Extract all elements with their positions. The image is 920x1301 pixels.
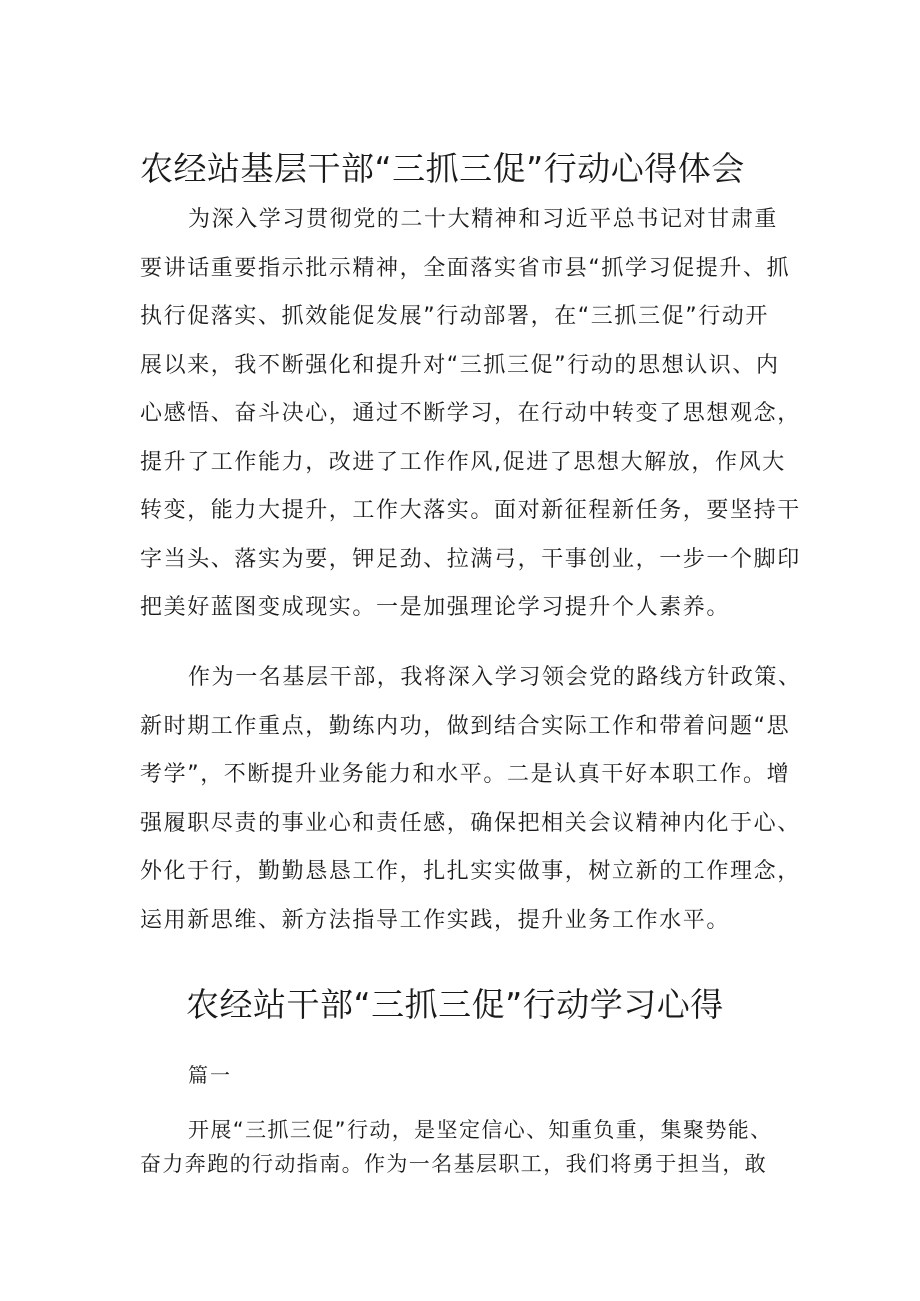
article-1-paragraph-2 — [140, 654, 800, 945]
text-line: 字当头、落实为要，钾足劲、拉满弓，干事创业，一步一个脚印 — [140, 546, 801, 572]
text-line: 转变，能力大提升，工作大落实。面对新征程新任务，要坚持干 — [140, 498, 801, 523]
text-line: 提升了工作能力，改进了工作作风,促进了思想大解放，作风大 — [140, 449, 786, 475]
section-label: 篇一 — [188, 1063, 232, 1087]
text-line: 新时期工作重点，勤练内功，做到结合实际工作和带着问题“思 — [140, 713, 791, 739]
article-2-title: 农经站干部“三抓三促”行动学习心得 — [186, 985, 724, 1024]
text-line: 心感悟、奋斗决心，通过不断学习，在行动中转变了思想观念， — [140, 401, 801, 426]
text-line: 把美好蓝图变成现实。一是加强理论学习提升个人素养。 — [140, 595, 731, 620]
text-line: 执行促落实、抓效能促发展”行动部署，在“三抓三促”行动开 — [140, 304, 769, 329]
text-line: 考学”，不断提升业务能力和水平。二是认真干好本职工作。增 — [140, 762, 791, 787]
article-2-paragraph-1 — [140, 1113, 800, 1181]
article-1-paragraph-1 — [140, 196, 800, 633]
text-line: 运用新思维、新方法指导工作实践，提升业务工作水平。 — [140, 907, 731, 933]
text-line: 要讲话重要指示批示精神，全面落实省市县“抓学习促提升、抓 — [140, 255, 791, 281]
text-line: 开展“三抓三促”行动，是坚定信心、知重负重，集聚势能、 — [188, 1118, 773, 1142]
text-line: 展以来，我不断强化和提升对“三抓三促”行动的思想认识、内 — [140, 352, 780, 378]
text-line: 强履职尽责的事业心和责任感，确保把相关会议精神内化于心、 — [140, 810, 801, 836]
text-line: 为深入学习贯彻党的二十大精神和习近平总书记对甘肃重 — [188, 207, 779, 232]
text-line: 奋力奔跑的行动指南。作为一名基层职工，我们将勇于担当，敢 — [140, 1152, 768, 1176]
text-line: 作为一名基层干部，我将深入学习领会党的路线方针政策、 — [188, 665, 802, 690]
text-line: 外化于行，勤勤恳恳工作，扎扎实实做事，树立新的工作理念， — [140, 859, 801, 884]
article-1-title: 农经站基层干部“三抓三促”行动心得体会 — [140, 149, 745, 188]
